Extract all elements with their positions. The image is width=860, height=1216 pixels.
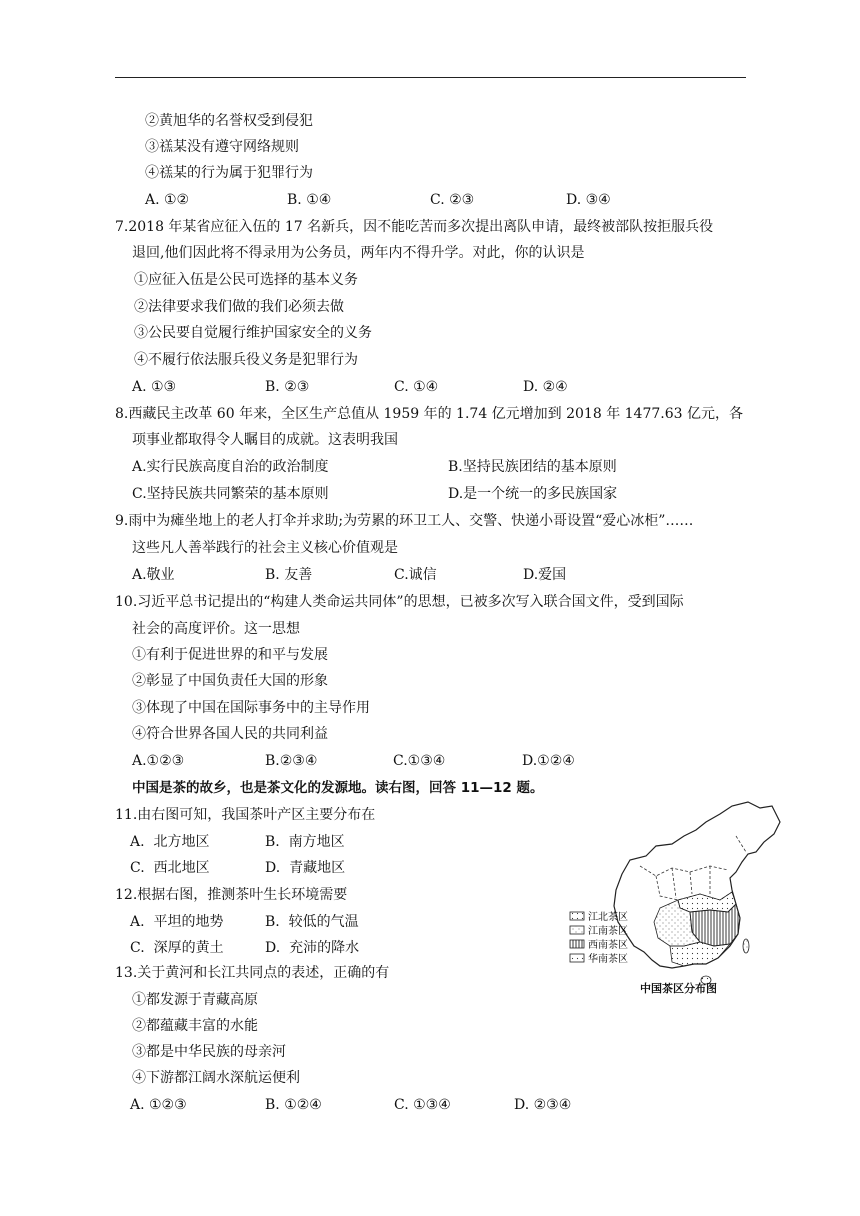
q6-option-b: B. ①④ [287, 192, 332, 208]
q12-option-b: B. 较低的气温 [265, 914, 359, 930]
q7-option-a: A. ①③ [132, 379, 177, 395]
q12-stem: 12.根据右图，推测茶叶生长环境需要 [115, 887, 348, 903]
q8-option-b: B.坚持民族团结的基本原则 [448, 459, 617, 475]
q8-stem-line2: 项事业都取得令人瞩目的成就。这表明我国 [132, 432, 398, 448]
map-caption: 中国茶区分布图 [640, 982, 717, 995]
q7-item-3: ③公民要自觉履行维护国家安全的义务 [134, 325, 372, 341]
q7-option-b: B. ②③ [265, 379, 310, 395]
q13-item-4: ④下游都江阔水深航运便利 [132, 1070, 300, 1086]
q11-option-a: A. 北方地区 [130, 834, 210, 850]
q10-stem-line1: 10.习近平总书记提出的“构建人类命运共同体”的思想，已被多次写入联合国文件，受到国际 [115, 594, 684, 610]
legend-jiangnan: 江南茶区 [588, 926, 628, 937]
q9-stem-line1: 9.雨中为瘫坐地上的老人打伞并求助;为劳累的环卫工人、交警、快递小哥设置“爱心冰柜”…… [115, 513, 694, 529]
legend-south-china: 华南茶区 [588, 954, 628, 965]
q7-item-4: ④不履行依法服兵役义务是犯罪行为 [134, 352, 358, 368]
q7-stem-line1: 7.2018 年某省应征入伍的 17 名新兵，因不能吃苦而多次提出离队申请，最终被部队按拒服兵役 [115, 219, 714, 235]
header-rule [115, 77, 746, 78]
q12-option-a: A. 平坦的地势 [130, 914, 224, 930]
q6-option-c: C. ②③ [430, 192, 475, 208]
q6-option-a: A. ①② [145, 192, 190, 208]
material-intro: 中国是茶的故乡，也是茶文化的发源地。读右图，回答 11—12 题。 [132, 780, 544, 796]
q13-option-c: C. ①③④ [394, 1097, 451, 1113]
q8-option-c: C.坚持民族共同繁荣的基本原则 [132, 486, 329, 502]
map-legend [570, 910, 628, 965]
q11-stem: 11.由右图可知，我国茶叶产区主要分布在 [115, 807, 376, 823]
q13-item-2: ②都蕴藏丰富的水能 [132, 1018, 258, 1034]
q13-stem: 13.关于黄河和长江共同点的表述，正确的有 [115, 965, 390, 981]
q13-option-a: A. ①②③ [130, 1097, 187, 1113]
q12-option-c: C. 深厚的黄土 [130, 940, 224, 956]
q8-option-d: D.是一个统一的多民族国家 [448, 486, 618, 502]
q7-stem-line2: 退回,他们因此将不得录用为公务员，两年内不得升学。对此，你的认识是 [132, 245, 585, 261]
q10-option-a: A.①②③ [132, 753, 185, 769]
q9-option-b: B. 友善 [265, 567, 313, 583]
q10-stem-line2: 社会的高度评价。这一思想 [132, 621, 300, 637]
legend-jiangbei: 江北茶区 [588, 912, 628, 923]
q7-item-1: ①应征入伍是公民可选择的基本义务 [134, 272, 358, 288]
q6-item-3: ③禚某没有遵守网络规则 [145, 139, 299, 155]
legend-southwest: 西南茶区 [588, 940, 628, 951]
q13-item-1: ①都发源于青藏高原 [132, 992, 258, 1008]
q9-option-d: D.爱国 [523, 567, 567, 583]
china-tea-map [560, 796, 784, 1002]
q7-option-c: C. ①④ [394, 379, 439, 395]
q11-option-d: D. 青藏地区 [265, 860, 346, 876]
q10-item-2: ②彰显了中国负责任大国的形象 [132, 673, 328, 689]
q8-option-a: A.实行民族高度自治的政治制度 [132, 459, 329, 475]
q12-option-d: D. 充沛的降水 [265, 940, 360, 956]
q10-item-4: ④符合世界各国人民的共同利益 [132, 726, 328, 742]
q10-option-d: D.①②④ [522, 753, 575, 769]
q10-option-b: B.②③④ [265, 753, 318, 769]
q9-option-a: A.敬业 [132, 567, 175, 583]
q11-option-b: B. 南方地区 [265, 834, 345, 850]
q6-option-d: D. ③④ [566, 192, 611, 208]
q6-item-4: ④禚某的行为属于犯罪行为 [145, 165, 313, 181]
q13-option-b: B. ①②④ [265, 1097, 322, 1113]
q10-item-1: ①有利于促进世界的和平与发展 [132, 647, 328, 663]
q9-stem-line2: 这些凡人善举践行的社会主义核心价值观是 [132, 540, 398, 556]
q10-option-c: C.①③④ [393, 753, 446, 769]
q7-option-d: D. ②④ [523, 379, 568, 395]
q13-option-d: D. ②③④ [514, 1097, 572, 1113]
q6-item-2: ②黄旭华的名誉权受到侵犯 [145, 113, 313, 129]
q8-stem-line1: 8.西藏民主改革 60 年来，全区生产总值从 1959 年的 1.74 亿元增加到 2018 年 1477.63 亿元，各 [115, 406, 743, 422]
q10-item-3: ③体现了中国在国际事务中的主导作用 [132, 700, 370, 716]
q11-option-c: C. 西北地区 [130, 860, 210, 876]
q7-item-2: ②法律要求我们做的我们必须去做 [134, 299, 344, 315]
q13-item-3: ③都是中华民族的母亲河 [132, 1044, 286, 1060]
q9-option-c: C.诚信 [394, 567, 437, 583]
